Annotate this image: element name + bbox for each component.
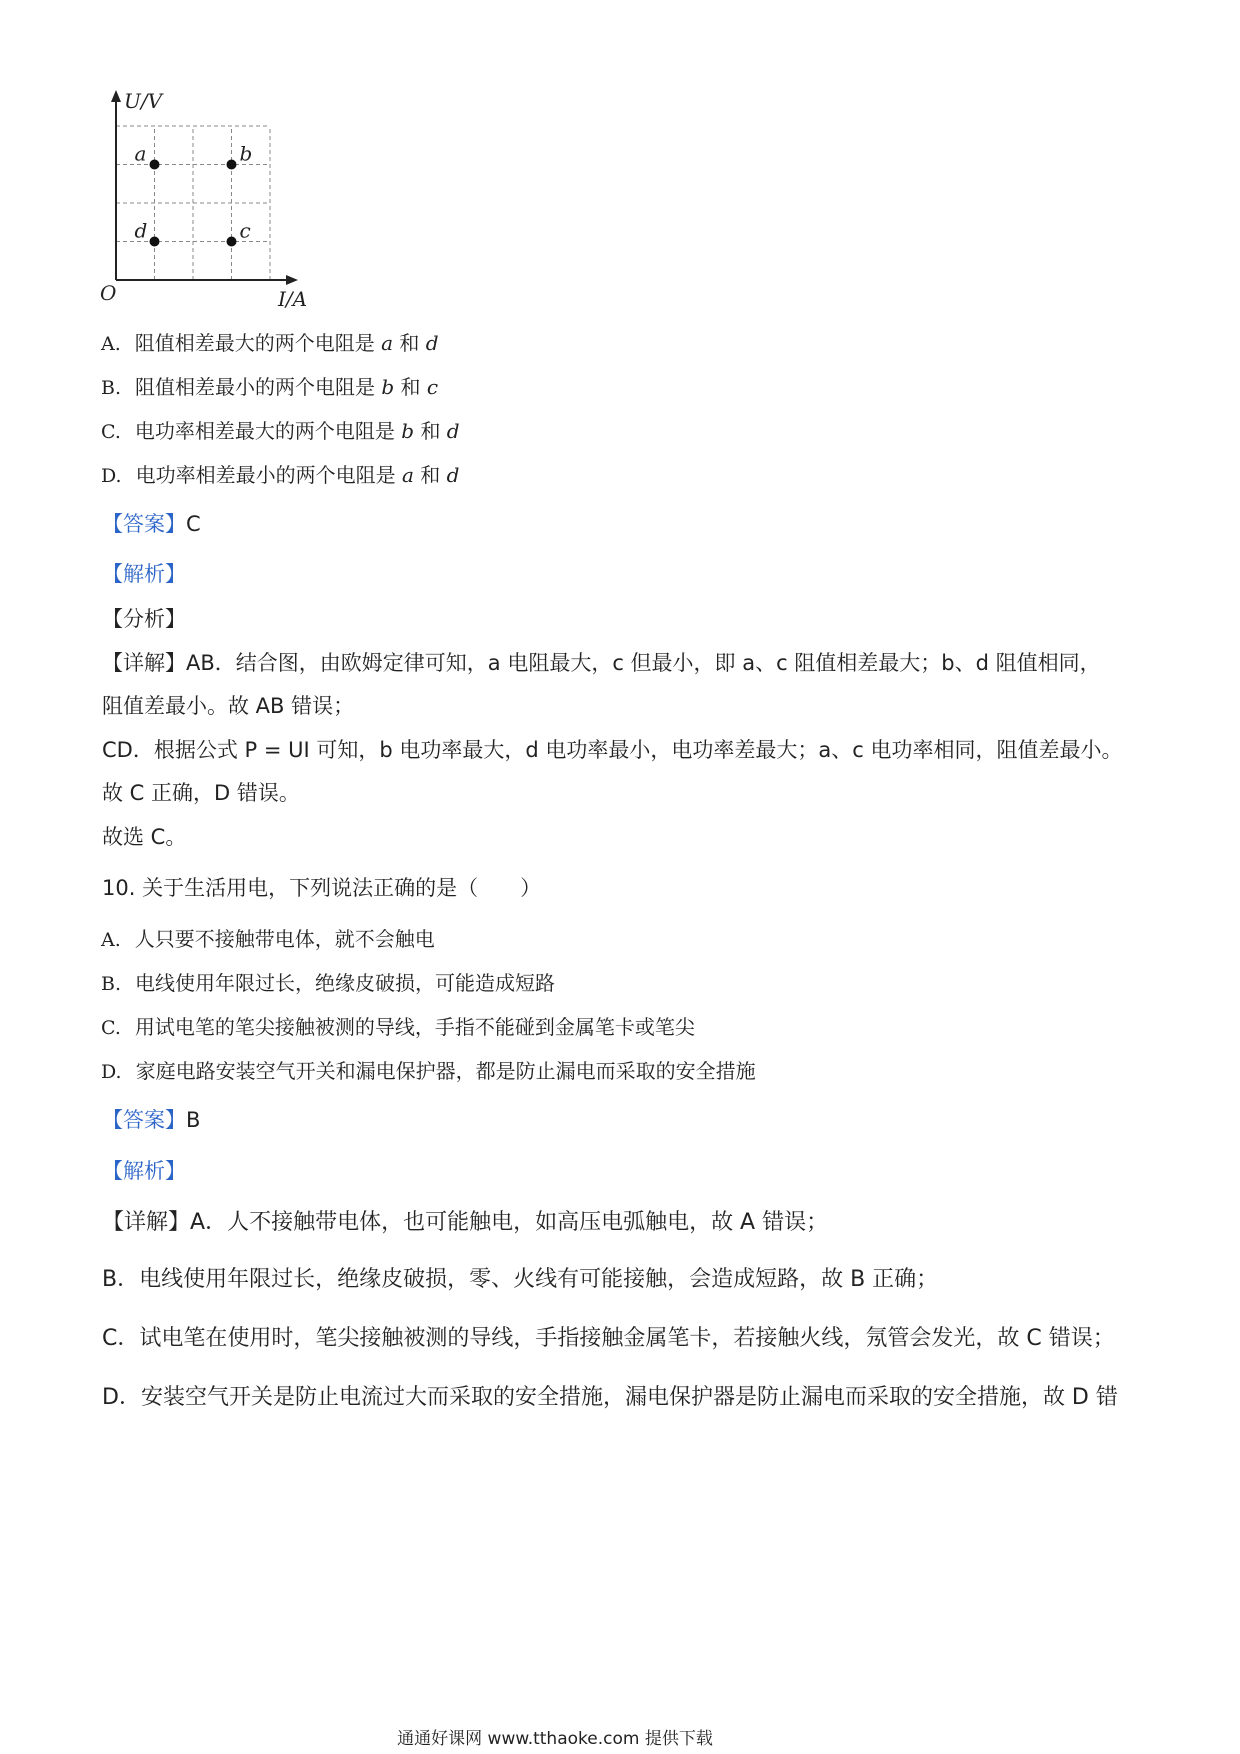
q10-option-a: A. 人只要不接触带电体，就不会触电 <box>101 927 435 951</box>
q10-answer: 【答案】B <box>102 1108 201 1132</box>
q9-answer: 【答案】C <box>102 512 201 536</box>
q10-analysis-label: 【解析】 <box>102 1159 186 1183</box>
q9-option-c: C. 电功率相差最大的两个电阻是 b 和 d <box>101 419 460 443</box>
q9-detail-line-2: 阻值差最小。故 AB 错误； <box>102 694 355 718</box>
q9-option-a: A. 阻值相差最大的两个电阻是 a 和 d <box>101 331 439 355</box>
q10-question: 10. 关于生活用电，下列说法正确的是（ ） <box>102 876 542 900</box>
y-axis-arrow <box>111 90 121 102</box>
q9-fenxi-label: 【分析】 <box>102 607 186 631</box>
q9-detail-line-5: 故选 C。 <box>102 825 187 849</box>
footer: 通通好课网 www.tthaoke.com 提供下载 <box>397 1729 713 1749</box>
x-axis-arrow <box>286 275 298 285</box>
q10-detail-a: 【详解】A．人不接触带电体，也可能触电，如高压电弧触电，故 A 错误； <box>102 1210 829 1235</box>
y-axis-label: U/V <box>124 90 163 113</box>
u-i-graph <box>100 90 360 350</box>
point-label-d: d <box>134 218 148 243</box>
point-d <box>150 237 160 247</box>
point-label-c: c <box>239 218 251 243</box>
point-c <box>227 237 237 247</box>
q9-detail-line-1: 【详解】AB．结合图，由欧姆定律可知，a 电阻最大，c 但最小，即 a、c 阻值相差最大；b、d 阻值相同， <box>102 651 1101 675</box>
q10-detail-b: B．电线使用年限过长，绝缘皮破损，零、火线有可能接触，会造成短路，故 B 正确； <box>102 1267 939 1292</box>
point-label-b: b <box>239 141 253 166</box>
q10-detail-d: D．安装空气开关是防止电流过大而采取的安全措施，漏电保护器是防止漏电而采取的安全措施，故 D 错 <box>102 1385 1118 1410</box>
q9-option-b: B. 阻值相差最小的两个电阻是 b 和 c <box>101 375 439 399</box>
q9-analysis-label: 【解析】 <box>102 562 186 586</box>
origin-label: O <box>100 281 117 305</box>
q9-detail-line-3: CD．根据公式 P = UI 可知，b 电功率最大，d 电功率最小，电功率差最大；a、c 电功率相同，阻值差最小。 <box>102 738 1123 762</box>
q10-detail-c: C．试电笔在使用时，笔尖接触被测的导线，手指接触金属笔卡，若接触火线，氖管会发光，故 C 错误； <box>102 1326 1115 1351</box>
q10-option-c: C. 用试电笔的笔尖接触被测的导线，手指不能碰到金属笔卡或笔尖 <box>101 1015 695 1039</box>
point-label-a: a <box>134 141 147 166</box>
point-a <box>150 160 160 170</box>
q9-detail-line-4: 故 C 正确，D 错误。 <box>102 781 300 805</box>
x-axis-label: I/A <box>278 287 308 311</box>
point-b <box>227 160 237 170</box>
q9-option-d: D. 电功率相差最小的两个电阻是 a 和 d <box>101 463 460 487</box>
q10-option-b: B. 电线使用年限过长，绝缘皮破损，可能造成短路 <box>101 971 556 995</box>
q10-option-d: D. 家庭电路安装空气开关和漏电保护器，都是防止漏电而采取的安全措施 <box>101 1059 756 1083</box>
